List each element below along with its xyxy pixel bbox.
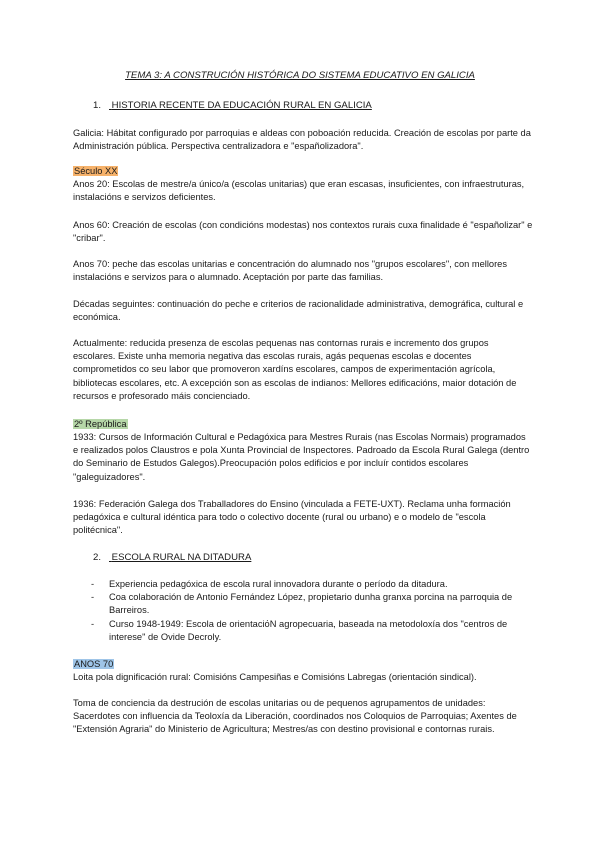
republica-label: 2º República xyxy=(74,419,127,429)
section2-heading xyxy=(93,552,251,563)
p1933-paragraph: 1933: Cursos de Información Cultural e Pedagóxica para Mestres Rurais (nas Escolas Normais) programados e realizados polos Claustros e pola Xunta Provincial de Inspectores. Padroado da Escola Rural Galega (dentro do Seminario de Estudos Galegos).Preocupación polos edificios e por incluír contidos escolares "galeguizadores". xyxy=(73,432,530,482)
section1-number: 1. xyxy=(93,100,102,111)
section1-heading-text: HISTORIA RECENTE DA EDUCACIÓN RURAL EN GALICIA xyxy=(111,100,372,111)
section2-heading-text: ESCOLA RURAL NA DITADURA xyxy=(111,552,252,563)
seculo-label-line xyxy=(73,165,533,178)
seculo-label: Século XX xyxy=(74,166,118,176)
anos70-label: ANOS 70 xyxy=(74,659,114,669)
list-item: - Coa colaboración de Antonio Fernández López, propietario dunha granxa porcina na parroquia de Barreiros. xyxy=(91,592,513,616)
republica-label-line xyxy=(73,418,533,431)
actualmente-paragraph: Actualmente: reducida presenza de escolas pequenas nas contornas rurais e incremento dos grupos escolares. Existe unha memoria negativa das escolas rurais, agás pequenas escolas e docentes comprometidos co seu labor que promoveron xardíns escolares, campos de experimentación agrícola, bibliotecas escolares, etc. A excepción son as escolas de indianos: Mellores edificacións, maior dotación de recursos e profesorado máis concienciado. xyxy=(73,338,517,401)
intro-paragraph: Galicia: Hábitat configurado por parroquias e aldeas con poboación reducida. Creación de escolas por parte da Administración pública. Perspectiva centralizadora e "españolizadora". xyxy=(73,128,531,152)
decadas-paragraph: Décadas seguintes: continuación do peche e criterios de racionalidade administrativa, demográfica, cultural e económica. xyxy=(73,299,524,323)
section1-heading xyxy=(93,100,372,111)
anos60-paragraph: Anos 60: Creación de escolas (con condicións modestas) nos contextos rurais cuxa finalidade é "españolizar" e "cribar". xyxy=(73,220,533,244)
anos20-paragraph: Anos 20: Escolas de mestre/a único/a (escolas unitarias) que eran escasas, insuficientes, con infraestruturas, instalacións e servizos deficientes. xyxy=(73,179,525,203)
list-item: - Experiencia pedagóxica de escola rural innovadora durante o período da ditadura. xyxy=(91,579,448,589)
toma-paragraph: Toma de conciencia da destrución de escolas unitarias ou de pequenos agrupamentos de unidades: Sacerdotes con influencia da Teoloxía da Liberación, coordinados nos Coloquios de Parroquias; Axentes de "Extensión Agraria" do Ministerio de Agricultura; Mestres/as con destino provisional e contornas rurais. xyxy=(73,698,517,735)
document-title: TEMA 3: A CONSTRUCIÓN HISTÓRICA DO SISTEMA EDUCATIVO EN GALICIA xyxy=(125,70,475,81)
p1936-paragraph: 1936: Federación Galega dos Traballadores do Ensino (vinculada a FETE-UXT). Reclama unha formación pedagóxica e cultural idéntica para todo o colectivo docente (rural ou urbano) e o modelo de "escola politécnica". xyxy=(73,499,511,536)
anos70-label-line xyxy=(73,658,533,671)
loita-paragraph: Loita pola dignificación rural: Comisións Campesiñas e Comisións Labregas (orientación sindical). xyxy=(73,672,477,682)
list-item: - Curso 1948-1949: Escola de orientaciόN agropecuaria, baseada na metodoloxía dos "centros de interese" de Ovide Decroly. xyxy=(91,618,508,642)
anos70-paragraph: Anos 70: peche das escolas unitarias e concentración do alumnado nos "grupos escolares", con mellores instalacións e servizos para o alumnado. Aceptación por parte das familias. xyxy=(73,259,507,283)
section2-number: 2. xyxy=(93,552,102,563)
ditadura-bullet-list xyxy=(73,578,533,644)
